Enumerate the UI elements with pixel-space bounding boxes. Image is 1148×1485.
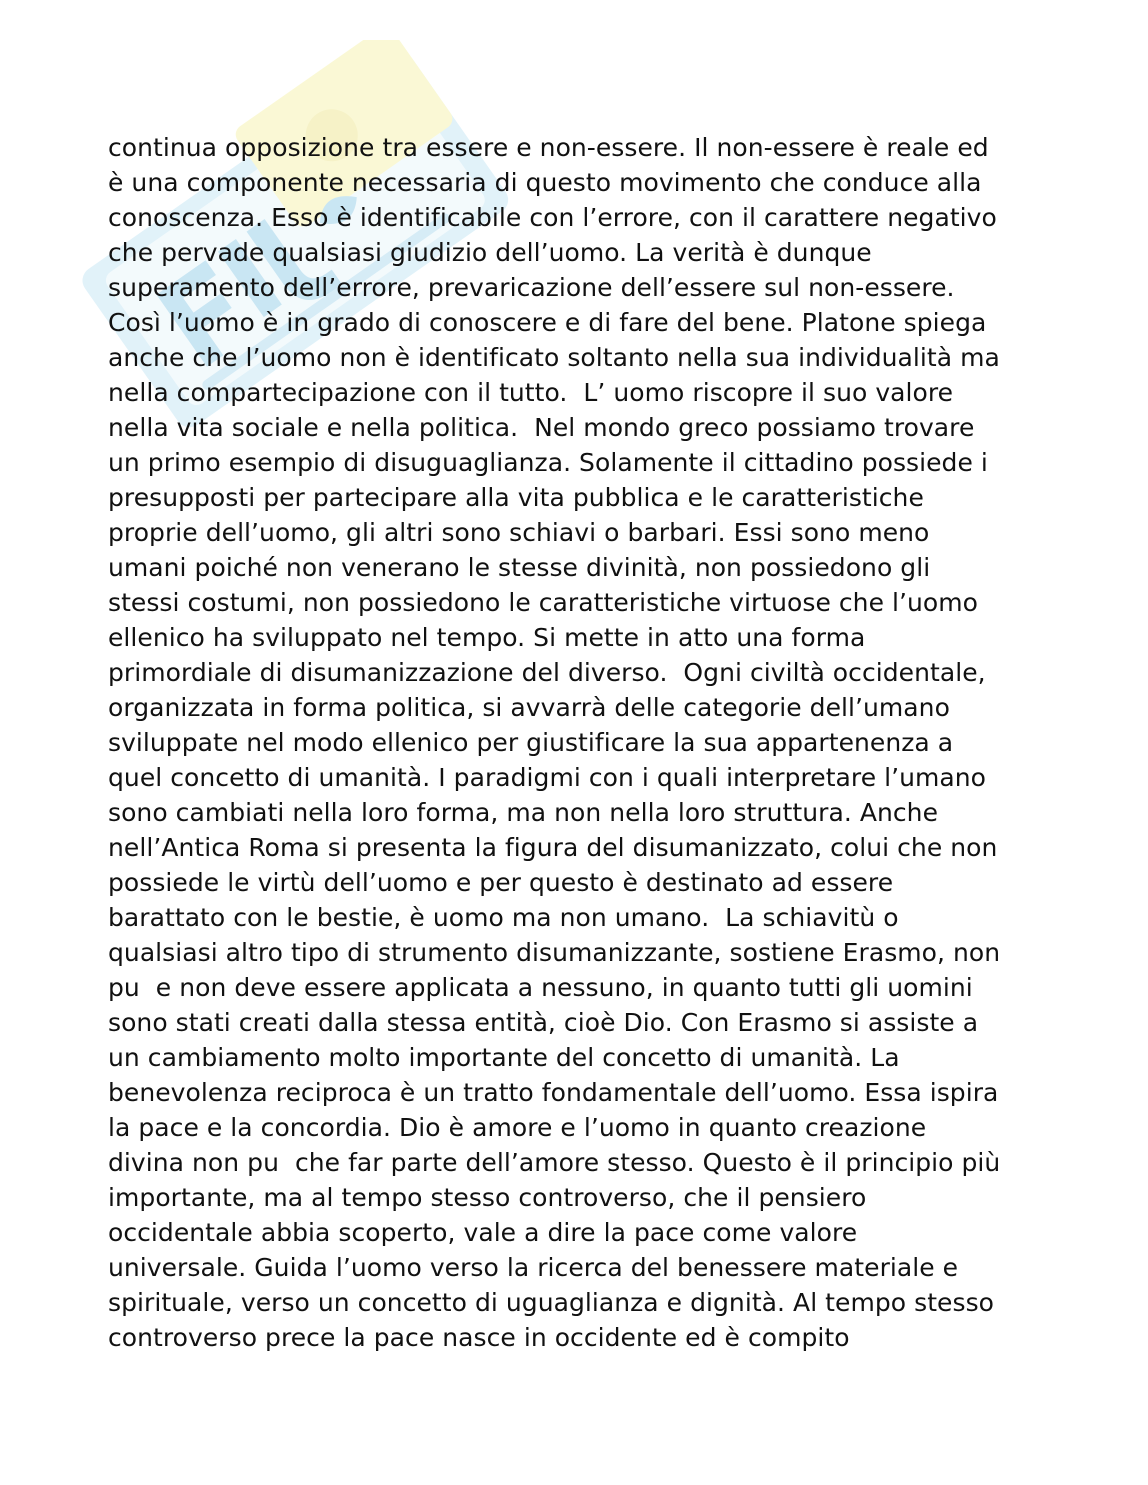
- text-line: qualsiasi altro tipo di strumento disumanizzante, sostiene Erasmo, non: [108, 938, 1001, 967]
- text-line: sono stati creati dalla stessa entità, cioè Dio. Con Erasmo si assiste a: [108, 1008, 979, 1037]
- text-line: importante, ma al tempo stesso controverso, che il pensiero: [108, 1183, 867, 1212]
- text-line: superamento dell’errore, prevaricazione dell’essere sul non-essere.: [108, 273, 955, 302]
- text-line: stessi costumi, non possiedono le caratteristiche virtuose che l’uomo: [108, 588, 978, 617]
- text-line: la pace e la concordia. Dio è amore e l’uomo in quanto creazione: [108, 1113, 927, 1142]
- text-line: presupposti per partecipare alla vita pubblica e le caratteristiche: [108, 483, 924, 512]
- text-line: divina non pu che far parte dell’amore stesso. Questo è il principio più: [108, 1148, 1001, 1177]
- text-line: nella vita sociale e nella politica. Nel mondo greco possiamo trovare: [108, 413, 975, 442]
- text-line: Così l’uomo è in grado di conoscere e di fare del bene. Platone spiega: [108, 308, 987, 337]
- text-line: un cambiamento molto importante del concetto di umanità. La: [108, 1043, 900, 1072]
- text-line: ellenico ha sviluppato nel tempo. Si mette in atto una forma: [108, 623, 866, 652]
- text-line: nella compartecipazione con il tutto. L’ uomo riscopre il suo valore: [108, 378, 954, 407]
- text-line: universale. Guida l’uomo verso la ricerca del benessere materiale e: [108, 1253, 959, 1282]
- text-line: organizzata in forma politica, si avvarrà delle categorie dell’umano: [108, 693, 950, 722]
- text-line: continua opposizione tra essere e non-essere. Il non-essere è reale ed: [108, 133, 989, 162]
- text-line: che pervade qualsiasi giudizio dell’uomo. La verità è dunque: [108, 238, 872, 267]
- text-line: anche che l’uomo non è identificato soltanto nella sua individualità ma: [108, 343, 1000, 372]
- text-line: nell’Antica Roma si presenta la figura del disumanizzato, colui che non: [108, 833, 998, 862]
- text-line: proprie dell’uomo, gli altri sono schiavi o barbari. Essi sono meno: [108, 518, 930, 547]
- text-line: un primo esempio di disuguaglianza. Solamente il cittadino possiede i: [108, 448, 988, 477]
- text-line: quel concetto di umanità. I paradigmi con i quali interpretare l’umano: [108, 763, 987, 792]
- text-line: occidentale abbia scoperto, vale a dire la pace come valore: [108, 1218, 858, 1247]
- text-line: umani poiché non venerano le stesse divinità, non possiedono gli: [108, 553, 931, 582]
- text-line: barattato con le bestie, è uomo ma non umano. La schiavitù o: [108, 903, 899, 932]
- text-line: primordiale di disumanizzazione del diverso. Ogni civiltà occidentale,: [108, 658, 986, 687]
- text-line: sviluppate nel modo ellenico per giustificare la sua appartenenza a: [108, 728, 954, 757]
- text-line: pu e non deve essere applicata a nessuno, in quanto tutti gli uomini: [108, 973, 973, 1002]
- text-line: è una componente necessaria di questo movimento che conduce alla: [108, 168, 982, 197]
- text-line: possiede le virtù dell’uomo e per questo è destinato ad essere: [108, 868, 894, 897]
- text-line: conoscenza. Esso è identificabile con l’errore, con il carattere negativo: [108, 203, 997, 232]
- text-line: sono cambiati nella loro forma, ma non nella loro struttura. Anche: [108, 798, 939, 827]
- text-line: benevolenza reciproca è un tratto fondamentale dell’uomo. Essa ispira: [108, 1078, 999, 1107]
- body-text: [108, 130, 1048, 1355]
- text-line: controverso prece la pace nasce in occidente ed è compito: [108, 1323, 850, 1352]
- text-line: spirituale, verso un concetto di uguaglianza e dignità. Al tempo stesso: [108, 1288, 994, 1317]
